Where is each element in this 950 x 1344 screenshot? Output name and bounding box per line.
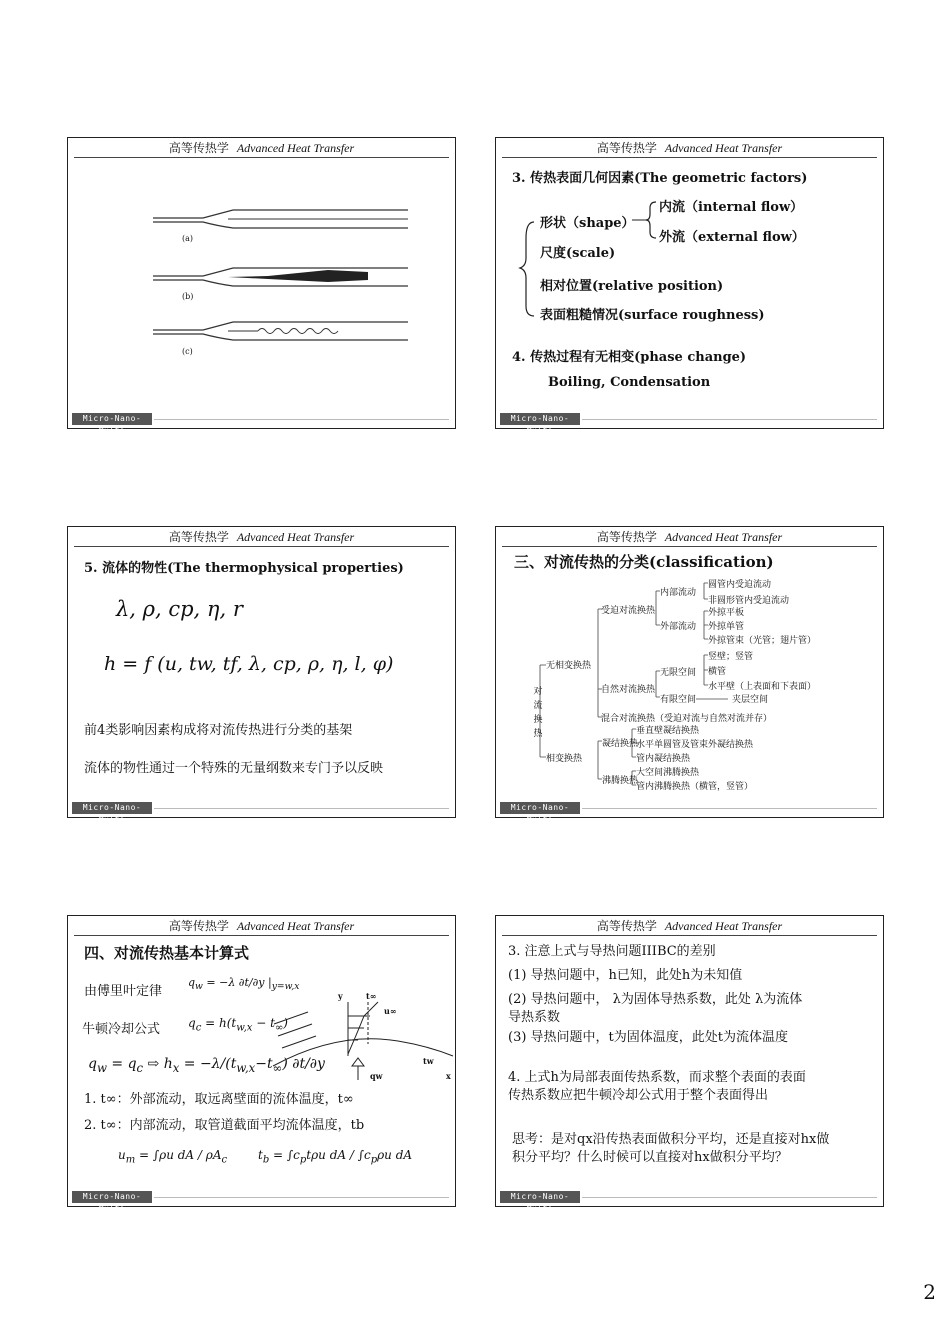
tube-bundle-condensation: 水平单圆管及管束外凝结换热 [636,740,754,750]
scale: 尺度(scale) [540,246,616,261]
in-tube-condensation: 管内凝结换热 [636,754,691,764]
note-2: 2. t∞：内部流动，取管道截面平均流体温度，tb [84,1118,365,1133]
surface-roughness: 表面粗糙情况(surface roughness) [540,308,765,323]
slide-header: 高等传热学 Advanced Heat Transfer [74,140,449,158]
slide-5 [67,915,456,1213]
mixed-convection: 混合对流换热（受迫对流与自然对流并存） [601,714,773,724]
relative-position: 相对位置(relative position) [540,279,724,294]
slide-header: 高等传热学 Advanced Heat Transfer [74,529,449,547]
footer-line [154,419,449,420]
footer-line [582,1197,877,1198]
boiling: 沸腾换热 [602,776,639,786]
line-3-2a: (2) 导热问题中， λ为固体导热系数，此处 λ为流体 [508,992,803,1007]
bulk-temperature-formula: $t_b = \int c_pt\rho u$ dA / $\int c_p\rho u$ dA [258,1148,413,1166]
mean-velocity-formula: $u_m = \int\rho u$ dA / $\rho A_c$ [118,1148,228,1166]
flow-tube-figure [68,138,457,430]
horizontal-tube: 横管 [708,667,727,677]
property-symbols: λ, ρ, cp, η, r [116,597,243,621]
line-3-3: (3) 导热问题中，t为固体温度，此处t为流体温度 [508,1030,788,1045]
note-1: 1. t∞：外部流动，取远离壁面的流体温度，t∞ [84,1092,354,1107]
page-number: 2 [923,1280,936,1304]
tube-bundle: 外掠管束（光管；翅片管） [708,636,817,646]
slide-1 [67,137,456,435]
footer-line [582,808,877,809]
label-t-inf: t∞ [366,991,377,1001]
vertical-wall: 竖壁；竖管 [708,652,754,662]
internal-flow: 内流（internal flow） [659,200,804,215]
unbounded-space: 无限空间 [660,668,697,678]
footer-logo: Micro-Nano-Multi [72,802,152,814]
footer-line [154,808,449,809]
shape: 形状（shape） [540,216,635,231]
label-b: (b) [182,292,194,301]
footer-line [582,419,877,420]
line-3: 3. 注意上式与导热问题IIIBC的差别 [508,944,716,959]
fourier-formula: $q_w = -\lambda$ ∂t/∂y $|_{y=w,x}$ [188,976,300,993]
label-tw: tw [423,1056,434,1066]
slide-6 [495,915,884,1213]
horizontal-plate: 水平壁（上表面和下表面） [708,682,817,692]
slide-title: 四、对流传热基本计算式 [84,944,250,962]
fourier-law: 由傅里叶定律 [84,984,163,999]
slide-header: 高等传热学 Advanced Heat Transfer [74,918,449,936]
line-4a: 4. 上式h为局部表面传热系数，而求整个表面的表面 [508,1070,806,1085]
forced-convection: 受迫对流换热 [601,606,656,616]
bounded-space: 有限空间 [660,695,697,705]
footer-logo: Micro-Nano-Multi [500,802,580,814]
item-5: 5. 流体的物性(The thermophysical properties) [84,561,404,576]
label-qw: qw [370,1071,383,1081]
h-function: h = f (u, tw, tf, λ, cp, ρ, η, l, φ) [104,653,394,675]
in-tube-boiling: 管内沸腾换热（横管，竖管） [636,782,754,792]
slide-4 [495,526,884,824]
single-tube: 外掠单管 [708,622,745,632]
natural-convection: 自然对流换热 [601,685,656,695]
item-4: 4. 传热过程有无相变(phase change) [512,350,747,365]
phase-change: 相变换热 [546,754,583,764]
slide-header: 高等传热学 Advanced Heat Transfer [502,529,877,547]
item-3: 3. 传热表面几何因素(The geometric factors) [512,171,808,186]
think-b: 积分平均？什么时候可以直接对hx做积分平均？ [512,1150,788,1165]
note-line-2: 流体的物性通过一个特殊的无量纲数来专门予以反映 [84,761,384,776]
root-label: 对流换热 [533,687,543,739]
enclosure: 夹层空间 [732,695,769,705]
footer-logo: Micro-Nano-Multi [500,413,580,425]
slide-header: 高等传热学 Advanced Heat Transfer [502,140,877,158]
slide-title: 三、对流传热的分类(classification) [514,553,774,571]
think-a: 思考：是对qx沿传热表面做积分平均，还是直接对hx做 [512,1132,830,1147]
label-u-inf: u∞ [384,1006,397,1016]
vertical-condensation: 垂直壁凝结换热 [636,726,700,736]
slide-header: 高等传热学 Advanced Heat Transfer [502,918,877,936]
equality-formula: $q_w = q_c$ ⇨ $h_x = -\lambda/(t_{w,x}-t_\infty)$ ∂t/∂y [88,1056,325,1075]
axis-x: x [446,1071,451,1081]
condensation: 凝结换热 [602,739,639,749]
slide-3 [67,526,456,824]
round-tube: 圆管内受迫流动 [708,580,772,590]
internal-flow: 内部流动 [660,588,697,598]
line-3-2b: 导热系数 [508,1010,561,1025]
pool-boiling: 大空间沸腾换热 [636,768,700,778]
non-round-tube: 非圆形管内受迫流动 [708,596,790,606]
footer-logo: Micro-Nano-Multi [72,1191,152,1203]
external-flow: 外部流动 [660,622,697,632]
external-flow: 外流（external flow） [659,230,805,245]
newton-formula: $q_c = h(t_{w,x} - t_\infty)$ [188,1016,288,1034]
no-phase-change: 无相变换热 [546,661,592,671]
note-line-1: 前4类影响因素构成将对流传热进行分类的基架 [84,723,353,738]
footer-line [154,1197,449,1198]
boiling-condensation: Boiling, Condensation [548,375,711,390]
slide-2 [495,137,884,435]
label-a: (a) [182,234,194,243]
line-3-1: (1) 导热问题中，h已知，此处h为未知值 [508,968,743,983]
footer-logo: Micro-Nano-Multi [72,413,152,425]
line-4b: 传热系数应把牛顿冷却公式用于整个表面得出 [508,1088,769,1103]
newton-cooling: 牛顿冷却公式 [82,1022,161,1037]
flat-plate: 外掠平板 [708,608,745,618]
footer-logo: Micro-Nano-Multi [500,1191,580,1203]
axis-y: y [338,991,343,1001]
label-c: (c) [182,347,193,356]
